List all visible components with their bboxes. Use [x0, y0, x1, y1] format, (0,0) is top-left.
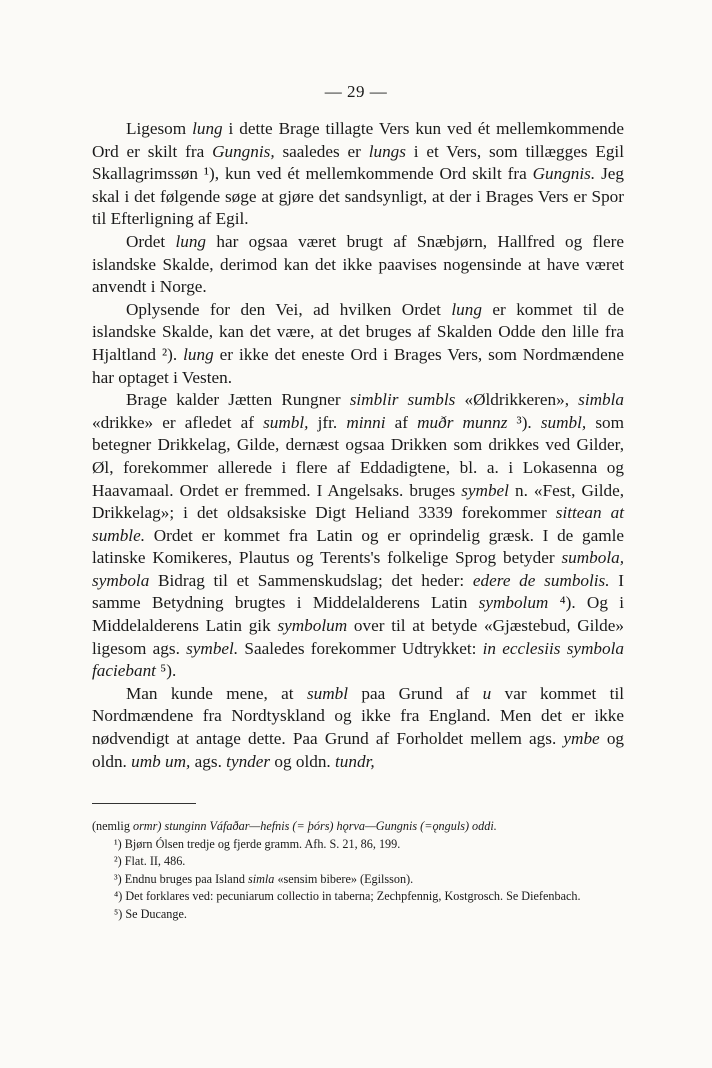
italic-text: sumbola, symbola: [92, 548, 624, 590]
text-run: og oldn.: [270, 751, 336, 771]
italic-text: u: [482, 683, 492, 703]
text-run: er kommet til de islandske Skalde, kan det være, at det bruges af Skalden Odde den lille fra Hjaltland ²).: [92, 299, 624, 364]
italic-text: edere de sumbolis.: [472, 570, 610, 590]
footnote: [92, 818, 624, 836]
text-run: Ordet er kommet fra Latin og er oprindelig græsk. I de gamle latinske Komikeres, Plautus og Terents's folkelige Sprog betyder: [92, 525, 624, 568]
italic-text: symbolum: [277, 616, 348, 636]
italic-text: umb um,: [131, 751, 191, 771]
text-run: jfr.: [308, 412, 347, 432]
text-run: saaledes er: [274, 141, 369, 161]
text-run: n. «Fest, Gilde, Drikkelag»; i det oldsaksiske Digt Heliand 3339 forekommer: [92, 480, 624, 523]
text-run: i et Vers, som tillægges Egil Skallagrimssøn ¹), kun ved ét mellemkommende Ord skilt fra: [92, 141, 624, 184]
text-run: var kommet til Nordmændene fra Nordtyskland og ikke fra England. Men det er ikke nødvendigt at antage dette. Paa Grund af Forholdet mellem ags.: [92, 683, 625, 749]
italic-text: symbel: [461, 480, 509, 500]
text-run: «drikke» er afledet af: [92, 412, 264, 432]
italic-text: simbla: [578, 390, 624, 410]
text-run: (nemlig: [92, 819, 133, 833]
text-run: Oplysende for den Vei, ad hvilken Ordet: [126, 299, 452, 319]
footnote: [92, 836, 624, 854]
text-run: paa Grund af: [348, 683, 483, 703]
text-run: ⁴). Og i Middelalderens Latin gik: [92, 593, 625, 636]
text-run: ³).: [507, 412, 541, 432]
footnote-divider: [92, 803, 196, 804]
text-run: i dette Brage tillagte Vers kun ved ét mellemkommende Ord er skilt fra: [92, 119, 624, 161]
text-run: af: [385, 412, 418, 432]
italic-text: minni: [346, 412, 386, 432]
text-run: Jeg skal i det følgende søge at gjøre det sandsynligt, at der i Brages Vers er Spor til Efterligning af Egil.: [92, 164, 624, 229]
italic-text: tynder: [226, 751, 271, 771]
text-run: ⁵) Se Ducange.: [114, 906, 187, 921]
text-run: Brage kalder Jætten Rungner: [126, 390, 350, 410]
italic-text: symbel.: [186, 638, 239, 658]
italic-text: simla: [247, 871, 275, 886]
italic-text: Gungnis,: [212, 141, 275, 161]
italic-text: ormr) stunginn Váfaðar—hefnis (= þórs) hǫrva—Gungnis (=ǫnguls) oddi.: [132, 819, 497, 833]
text-run: Bidrag til et Sammenskudslag; det heder:: [149, 570, 473, 590]
text-run: Ordet: [126, 231, 176, 251]
italic-text: muðr munnz: [417, 412, 508, 432]
text-run: «sensim bibere» (Egilsson).: [274, 871, 414, 886]
italic-text: Gungnis.: [532, 164, 596, 184]
text-run: ⁴) Det forklares ved: pecuniarum collectio in taberna; Zechpfennig, Kostgrosch. Se Diefenbach.: [114, 889, 581, 904]
text-run: Ligesom: [126, 119, 193, 138]
footnote: [92, 871, 624, 889]
italic-text: symbolum: [478, 593, 549, 613]
italic-text: in ecclesiis symbola faciebant: [92, 638, 624, 681]
footnote: [92, 853, 624, 871]
text-run: har ogsaa været brugt af Snæbjørn, Hallfred og flere islandske Skalde, derimod kan det ikke paavises nogensinde at have været anvendt i Norge.: [92, 231, 624, 297]
italic-text: simblir sumbls: [349, 390, 456, 410]
italic-text: sumbl: [306, 683, 349, 703]
text-run: over til at betyde «Gjæstebud, Gilde» ligesom ags.: [92, 616, 624, 658]
text-run: som betegner Drikkelag, Gilde, dernæst ogsaa Drikken som drikkes ved Gilder, Øl, forekommer allerede i flere af Eddadigtene, bl. a. i Lokasenna og Haavamaal. Ordet er fremmed. I Angelsaks. bruges: [92, 412, 625, 500]
text-run: «Øldrikkeren»,: [455, 390, 579, 410]
italic-text: sumbl,: [263, 412, 309, 432]
text-run: ⁵).: [155, 661, 177, 681]
italic-text: ymbe: [563, 729, 600, 749]
footnote: [92, 906, 624, 924]
paragraph: [92, 299, 624, 389]
body-text: [92, 118, 624, 773]
paragraph: [92, 231, 624, 299]
text-run: ¹) Bjørn Ólsen tredje og fjerde gramm. Afh. S. 21, 86, 199.: [114, 836, 401, 851]
paragraph: [92, 683, 624, 773]
footnotes: [92, 818, 624, 924]
text-run: I samme Betydning brugtes i Middelalderens Latin: [92, 570, 624, 613]
footnote: [92, 888, 624, 906]
text-run: ²) Flat. II, 486.: [114, 854, 186, 869]
text-run: Saaledes forekommer Udtrykket:: [238, 638, 483, 658]
italic-text: lung: [451, 299, 482, 319]
text-run: ags.: [190, 751, 227, 771]
italic-text: tundr,: [335, 751, 375, 771]
text-run: og oldn.: [92, 729, 625, 771]
italic-text: sittean at sumble.: [92, 503, 624, 545]
paragraph: [92, 118, 624, 231]
italic-text: lung: [183, 344, 214, 364]
text-run: Man kunde mene, at: [126, 683, 307, 703]
text-run: ³) Endnu bruges paa Island: [114, 871, 248, 886]
italic-text: lungs: [368, 141, 406, 161]
text-run: er ikke det eneste Ord i Brages Vers, som Nordmændene har optaget i Vesten.: [92, 344, 624, 387]
italic-text: lung: [192, 119, 223, 138]
italic-text: lung: [175, 231, 207, 251]
page-number: — 29 —: [324, 82, 388, 101]
italic-text: sumbl,: [540, 412, 587, 432]
paragraph: [92, 389, 624, 683]
